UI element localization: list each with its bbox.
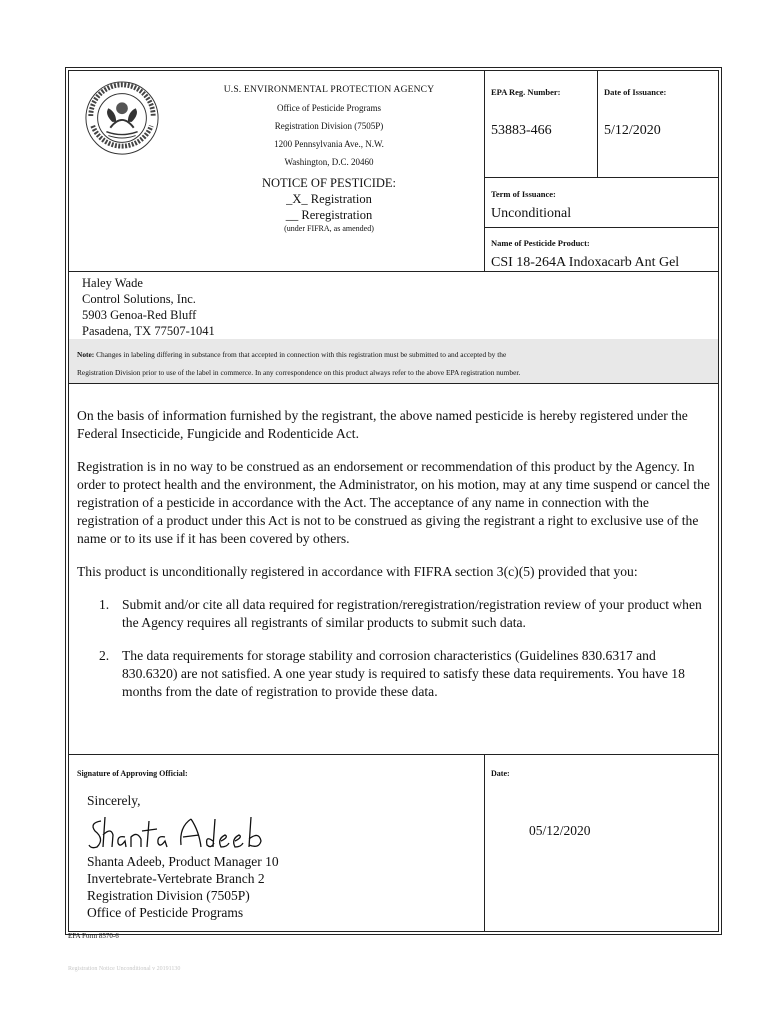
date-issuance-label: Date of Issuance: bbox=[604, 87, 667, 97]
divider bbox=[69, 271, 718, 272]
divider bbox=[484, 227, 718, 228]
agency-name: U.S. ENVIRONMENTAL PROTECTION AGENCY bbox=[223, 85, 435, 95]
reregistration-option: __ Reregistration bbox=[285, 208, 373, 222]
notice-body bbox=[77, 407, 713, 716]
divider bbox=[484, 754, 485, 931]
note-line-2: Registration Division prior to use of the label in commerce. In any correspondence on this product always refer to the above EPA registration number. bbox=[77, 368, 521, 377]
registrant-name: Haley Wade bbox=[82, 276, 143, 290]
fifra-note: (under FIFRA, as amended) bbox=[284, 224, 374, 233]
registrant-street: 5903 Genoa-Red Bluff bbox=[82, 308, 197, 322]
list-item-number: 2. bbox=[99, 648, 110, 663]
list-item bbox=[77, 647, 713, 701]
body-paragraph-3: This product is unconditionally registered in accordance with FIFRA section 3(c)(5) provided that you: bbox=[77, 564, 638, 579]
signer-name-title: Shanta Adeeb, Product Manager 10 bbox=[87, 854, 279, 869]
registrant-city: Pasadena, TX 77507-1041 bbox=[82, 324, 215, 338]
list-item bbox=[77, 596, 713, 632]
registrant-company: Control Solutions, Inc. bbox=[82, 292, 196, 306]
term-label: Term of Issuance: bbox=[491, 189, 556, 199]
list-item-number: 1. bbox=[99, 597, 110, 612]
reg-number-label: EPA Reg. Number: bbox=[491, 87, 561, 97]
form-header bbox=[69, 71, 718, 271]
registrant-address bbox=[82, 275, 215, 339]
notice-type-block bbox=[164, 175, 494, 235]
closing: Sincerely, bbox=[87, 793, 141, 808]
handwritten-signature bbox=[87, 813, 277, 853]
epa-notice-form bbox=[68, 70, 719, 932]
conditions-list bbox=[77, 596, 713, 701]
date-issuance-value: 5/12/2020 bbox=[604, 123, 661, 138]
note-box bbox=[69, 339, 718, 383]
product-name-label: Name of Pesticide Product: bbox=[491, 238, 590, 248]
epa-seal-icon bbox=[83, 79, 161, 157]
notice-title: NOTICE OF PESTICIDE: bbox=[261, 176, 397, 190]
signer-branch: Invertebrate-Vertebrate Branch 2 bbox=[87, 871, 265, 886]
city-address: Washington, D.C. 20460 bbox=[284, 157, 374, 167]
registration-option: _X_ Registration bbox=[286, 192, 372, 206]
agency-address-block bbox=[189, 81, 469, 171]
street-address: 1200 Pennsylvania Ave., N.W. bbox=[274, 139, 384, 149]
signer-division: Registration Division (7505P) bbox=[87, 888, 250, 903]
office-name: Office of Pesticide Programs bbox=[276, 103, 382, 113]
division-name: Registration Division (7505P) bbox=[274, 121, 384, 131]
signer-block bbox=[87, 853, 279, 921]
divider bbox=[69, 383, 718, 384]
divider bbox=[69, 754, 718, 755]
signature-label: Signature of Approving Official: bbox=[77, 769, 188, 778]
term-value: Unconditional bbox=[491, 206, 572, 221]
reg-number-value: 53883-466 bbox=[491, 123, 552, 138]
body-paragraph-1: On the basis of information furnished by the registrant, the above named pesticide is hereby registered under the Federal Insecticide, Fungicide and Rodenticide Act. bbox=[77, 408, 688, 441]
product-name-value: CSI 18-264A Indoxacarb Ant Gel bbox=[491, 255, 680, 270]
list-item-text: Submit and/or cite all data required for registration/reregistration/registration review of your product when the Agency requires all registrants of similar products to submit such data. bbox=[122, 597, 702, 630]
signature-date-label: Date: bbox=[491, 769, 510, 778]
note-label: Note: bbox=[77, 350, 95, 359]
signer-office: Office of Pesticide Programs bbox=[87, 905, 244, 920]
footer-version: Registration Notice Unconditional v 20191130 bbox=[68, 966, 181, 972]
divider bbox=[597, 71, 598, 177]
form-number: EPA Form 8570-6 bbox=[68, 932, 119, 940]
signature-date: 05/12/2020 bbox=[529, 823, 591, 838]
note-line-1: Changes in labeling differing in substance from that accepted in connection with this registration must be submitted to and accepted by the bbox=[96, 350, 507, 359]
note-text bbox=[77, 346, 713, 382]
body-paragraph-2: Registration is in no way to be construed as an endorsement or recommendation of this product by the Agency. In order to protect health and the environment, the Administrator, on his motion, may at any time suspend or cancel the registration of a pesticide in accordance with the Act. The acceptance of any name in connection with the registration of a product under this Act is not to be construed as giving the registrant a right to exclusive use of the name or to its use if it has been covered by others. bbox=[77, 459, 710, 546]
list-item-text: The data requirements for storage stability and corrosion characteristics (Guidelines 830.6317 and 830.6320) are not satisfied. A one year study is required to satisfy these data requirements. You have 18 months from the date of registration to provide these data. bbox=[122, 648, 685, 699]
divider bbox=[484, 71, 485, 271]
divider bbox=[484, 177, 718, 178]
